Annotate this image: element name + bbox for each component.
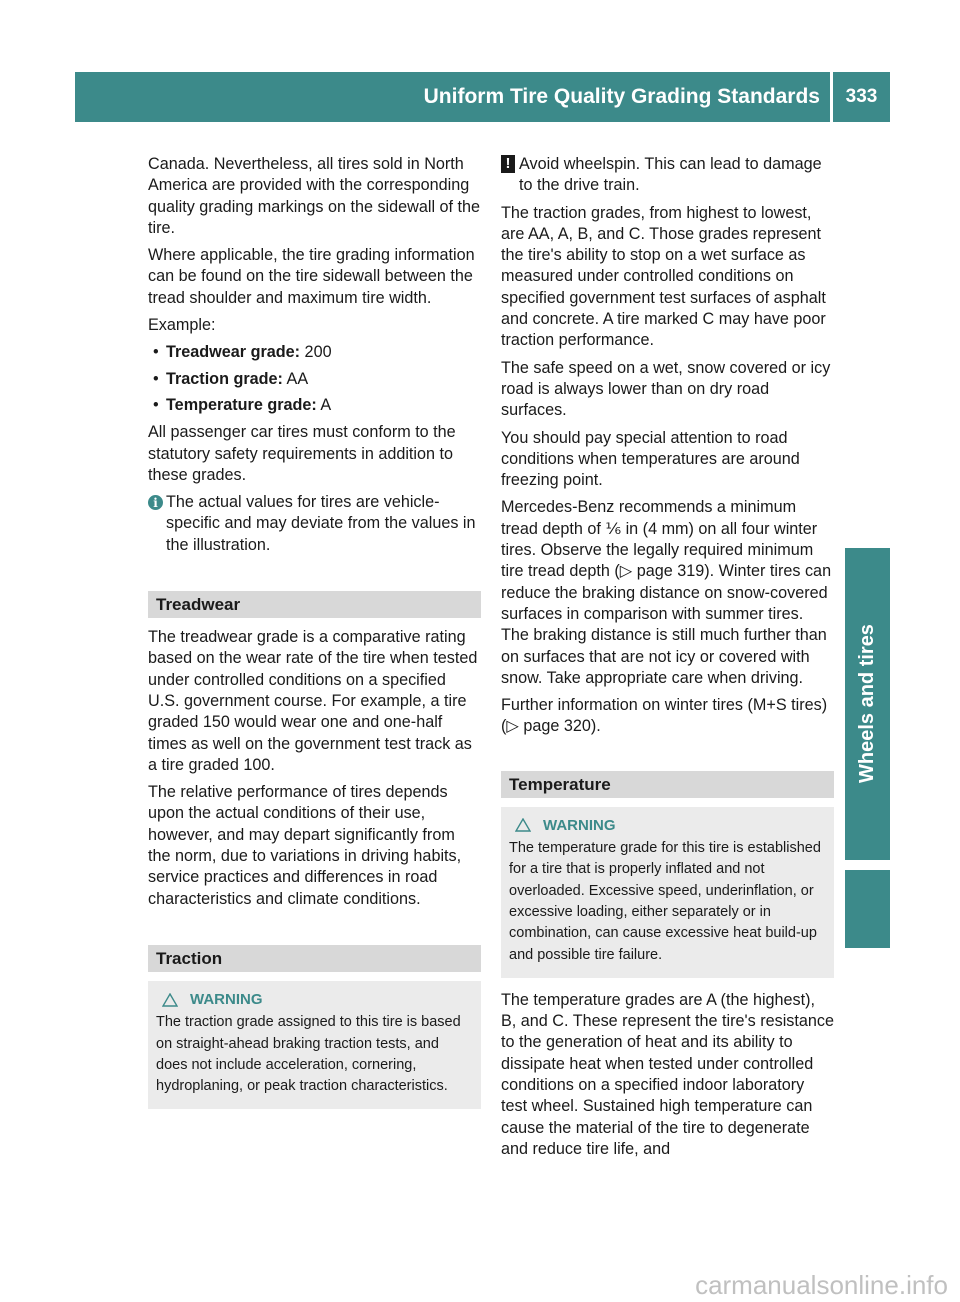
info-note	[148, 492, 481, 556]
right-column	[501, 154, 834, 1166]
example-list	[148, 342, 481, 416]
paragraph: The relative performance of tires depends upon the actual conditions of their use, however, and may depart significantly from the norm, due to variations in driving habits, service practices and differences in road characteristics and climate conditions.	[148, 783, 462, 908]
list-item	[148, 342, 481, 363]
section-heading-temperature: Temperature	[501, 771, 834, 798]
spacer	[501, 744, 834, 771]
section-heading-traction: Traction	[148, 945, 481, 972]
side-tab-marker	[845, 870, 890, 948]
list-item	[148, 395, 481, 416]
paragraph: The treadwear grade is a comparative rating based on the wear rate of the tire when tested under controlled conditions on a specified U.S. government course. For example, a tire graded 150 would wear one and one-half times as well on the government test track as a tire graded 100.	[148, 628, 478, 774]
info-icon: i	[148, 495, 163, 510]
example-label: Treadwear grade:	[166, 343, 301, 362]
paragraph: Example:	[148, 316, 216, 335]
caution-text: Avoid wheelspin. This can lead to damage to the drive train.	[519, 155, 822, 195]
warning-title: WARNING	[543, 816, 616, 834]
list-item	[148, 369, 481, 390]
example-label: Traction grade:	[166, 369, 283, 388]
example-value: A	[316, 395, 332, 414]
paragraph: You should pay special attention to road conditions when temperatures are around freezing point.	[501, 428, 800, 490]
warning-text: The traction grade assigned to this tire is based on straight-ahead braking traction tests, and does not include acceleration, cornering, hydroplaning, or peak traction characteristics.	[156, 1014, 461, 1095]
paragraph: Mercedes-Benz recommends a minimum tread depth of ⅙ in (4 mm) on all four winter tires. Observe the legally required minimum tire tread depth (▷ page 319). Winter tires can reduce the braking distance on snow-covered surfaces in comparison with summer tires. The braking distance is still much further than on surfaces that are not icy or covered with snow. Take appropriate care when driving.	[501, 498, 832, 687]
paragraph: All passenger car tires must conform to the statutory safety requirements in addition to these grades.	[148, 423, 456, 484]
paragraph: Further information on winter tires (M+S tires) (▷ page 320).	[501, 696, 828, 736]
paragraph: The temperature grades are A (the highest), B, and C. These represent the tire's resistance to the generation of heat and its ability to dissipate heat when tested under controlled conditions on a specified indoor laboratory test wheel. Sustained high temperature can cause the material of the tire to degenerate and reduce tire life, and	[501, 990, 835, 1158]
paragraph: The safe speed on a wet, snow covered or icy road is always lower than on dry road surfaces.	[501, 358, 831, 420]
page-title: Uniform Tire Quality Grading Standards	[423, 85, 820, 108]
warning-box-traction	[148, 981, 481, 1109]
example-label: Temperature grade:	[166, 395, 317, 414]
warning-triangle-icon	[515, 818, 531, 832]
spacer	[148, 916, 481, 945]
warning-header	[509, 815, 824, 836]
section-heading-treadwear: Treadwear	[148, 591, 481, 618]
page-number: 333	[845, 86, 878, 107]
warning-triangle-icon	[162, 993, 178, 1007]
footer-watermark: carmanualsonline.info	[695, 1270, 948, 1300]
spacer	[148, 562, 481, 591]
side-tab-label: Wheels and tires	[856, 624, 878, 784]
left-column	[148, 154, 481, 1121]
caution-note	[501, 154, 834, 197]
paragraph: The traction grades, from highest to lowest, are AA, A, B, and C. Those grades represent the tire's ability to stop on a wet surface as measured under controlled conditions on specified government test surfaces of asphalt and concrete. A tire marked C may have poor traction performance.	[501, 203, 826, 350]
exclamation-icon: !	[501, 155, 515, 173]
example-value: 200	[300, 343, 332, 362]
warning-header	[156, 989, 471, 1010]
example-value: AA	[282, 369, 309, 388]
warning-title: WARNING	[190, 990, 263, 1008]
paragraph: Where applicable, the tire grading information can be found on the tire sidewall between the tread shoulder and maximum tire width.	[148, 246, 475, 307]
warning-text: The temperature grade for this tire is established for a tire that is properly inflated and not overloaded. Excessive speed, underinflation, or excessive loading, either separately or in combination, can cause excessive heat build-up and possible tire failure.	[509, 840, 821, 963]
warning-box-temperature	[501, 807, 834, 978]
paragraph: Canada. Nevertheless, all tires sold in North America are provided with the corresponding quality grading markings on the sidewall of the tire.	[148, 155, 481, 237]
info-note-text: The actual values for tires are vehicle-specific and may deviate from the values in the illustration.	[166, 493, 476, 554]
